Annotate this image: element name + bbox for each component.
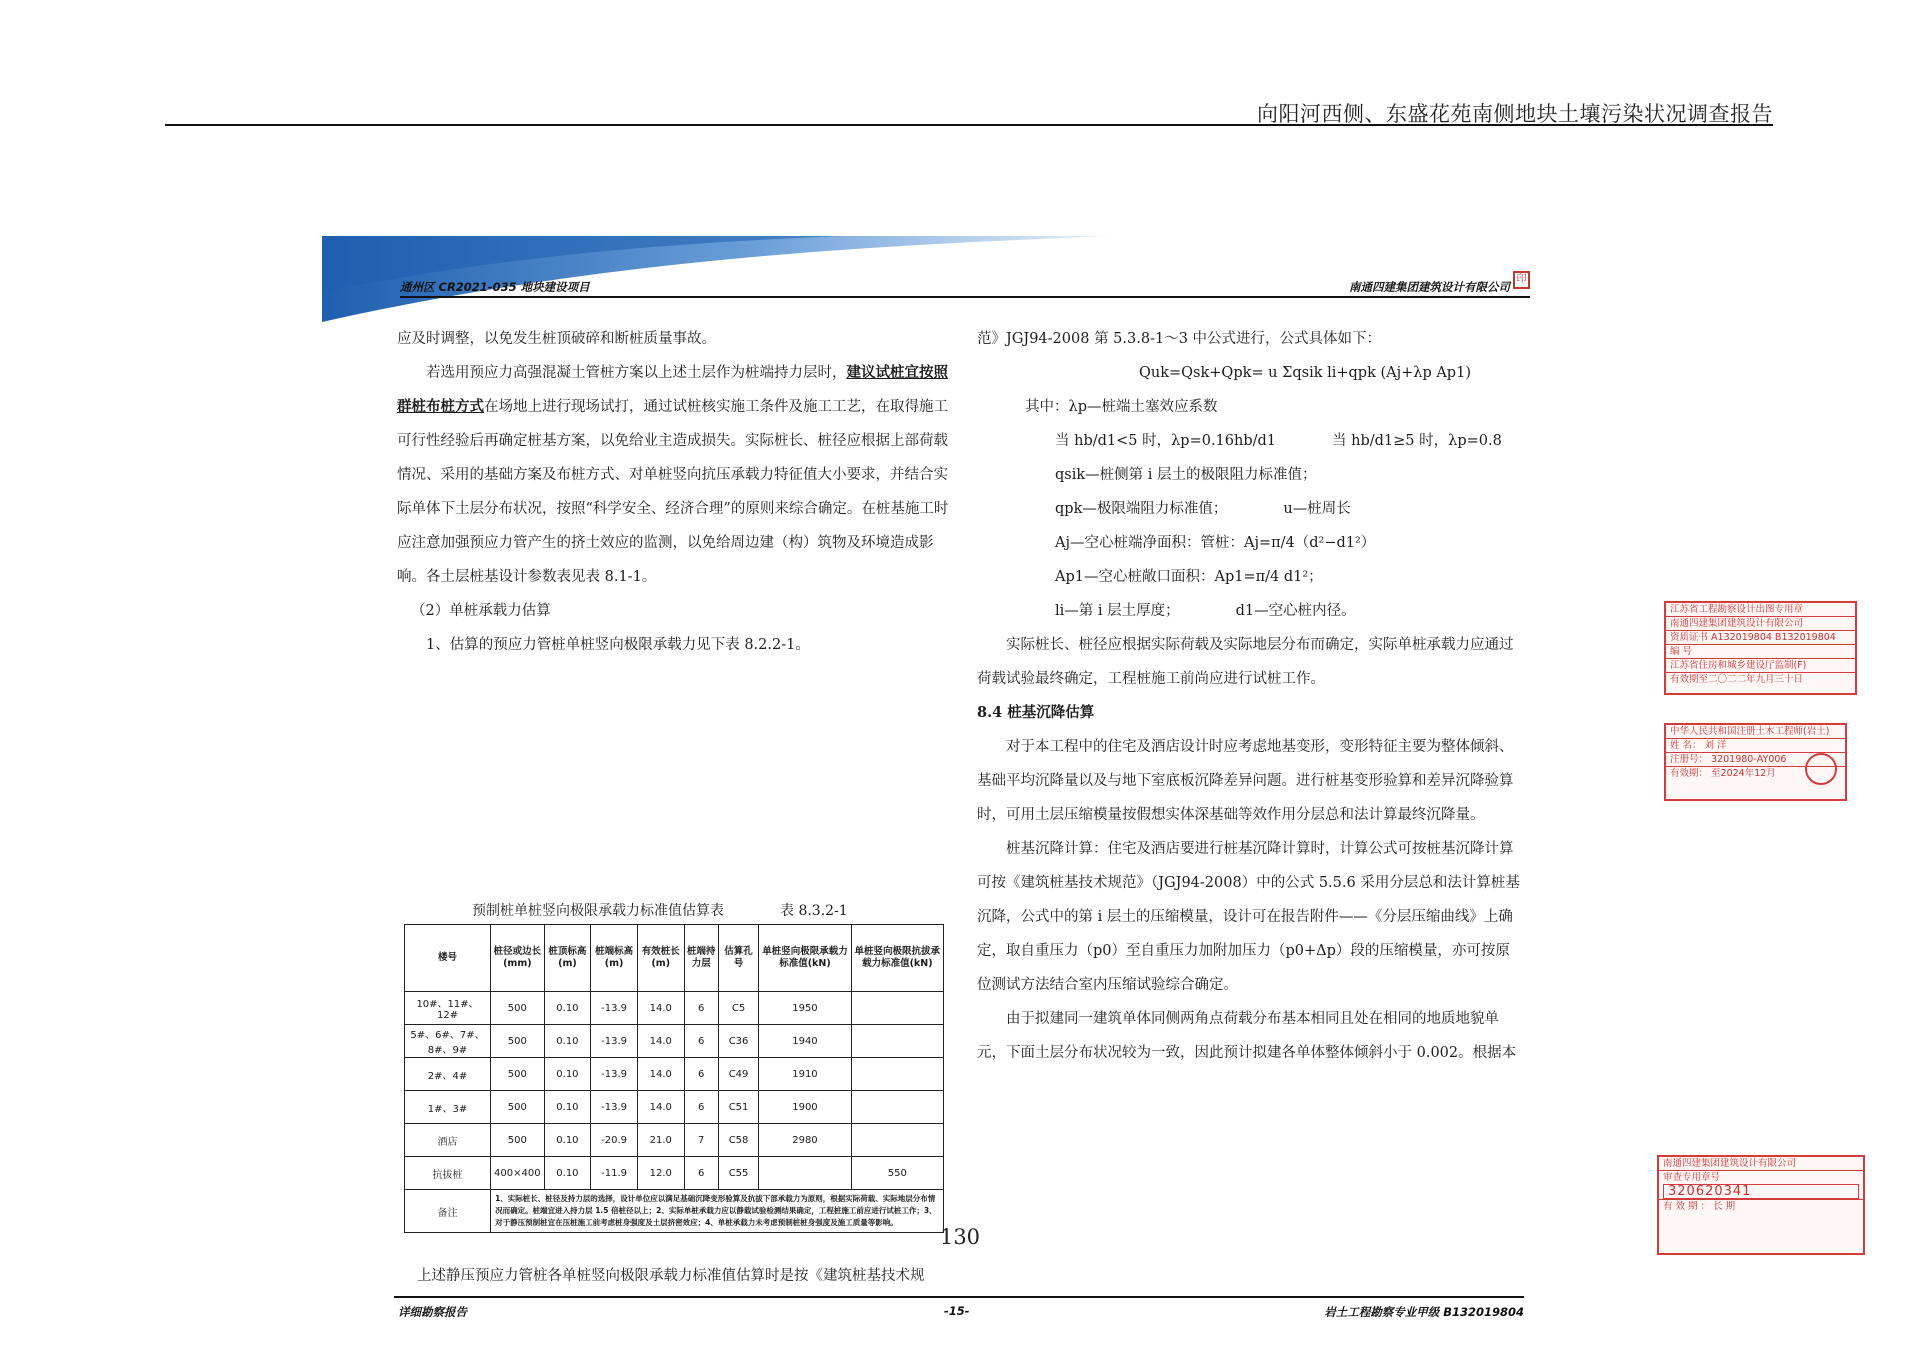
- formula-term: qpk—极限端阻力标准值；: [1055, 501, 1228, 517]
- table-cell: 500: [491, 1025, 544, 1058]
- table-header-cell: 单桩竖向极限抗拔承载力标准值(kN): [851, 925, 943, 992]
- paragraph: 对于本工程中的住宅及酒店设计时应考虑地基变形，变形特征主要为整体倾斜、基础平均沉降量以及与地下室底板沉降差异问题。进行桩基变形验算和差异沉降验算时，可用土层压缩模量按假想实体深基础等效作用分层总和法计算最终沉降量。: [977, 739, 1514, 823]
- formula-condition: 当 hb/d1≥5 时，λp=0.8: [1332, 433, 1502, 449]
- formula-line: [977, 594, 1522, 628]
- design-approval-stamp: [1664, 601, 1857, 695]
- table-cell: 7: [684, 1124, 718, 1157]
- table-header-cell: 估算孔号: [718, 925, 758, 992]
- footer-report-type: 详细勘察报告: [398, 1305, 467, 1319]
- table-cell: -13.9: [591, 1025, 638, 1058]
- table-cell: C36: [718, 1025, 758, 1058]
- table-cell: 2980: [759, 1124, 851, 1157]
- section-heading: 8.4 桩基沉降估算: [977, 704, 1095, 721]
- footer-qualification: 岩土工程勘察专业甲级 B132019804: [1324, 1305, 1524, 1319]
- stamp-line: 江苏省工程勘察设计出图专用章: [1670, 604, 1804, 615]
- table-cell: 6: [684, 1091, 718, 1124]
- table-cell: 0.10: [544, 1025, 591, 1058]
- formula-line: Ap1—空心桩敞口面积：Ap1=π/4 d1²；: [1055, 569, 1323, 585]
- table-row: [405, 992, 944, 1025]
- formula-term: li—第 i 层土厚度；: [1055, 603, 1180, 619]
- header-rule: [400, 296, 1530, 298]
- stamp-line: 有效期： 至2024年12月: [1666, 766, 1845, 780]
- stamp-line: 南通四建集团建筑设计有限公司: [1666, 616, 1855, 630]
- table-cell: 酒店: [405, 1124, 491, 1157]
- table-cell: 1910: [759, 1058, 851, 1091]
- table-cell: 500: [491, 1124, 544, 1157]
- table-cell: 14.0: [637, 1025, 684, 1058]
- text-run-underlined: 建议试桩宜按照群桩布桩方式: [397, 364, 948, 415]
- table-row: [405, 1058, 944, 1091]
- company-seal-icon: 印: [1513, 271, 1530, 289]
- table-cell: [759, 1157, 851, 1190]
- paragraph: [397, 356, 957, 594]
- table-cell: 0.10: [544, 1124, 591, 1157]
- table-cell: 400×400: [491, 1157, 544, 1190]
- table-cell: 0.10: [544, 1091, 591, 1124]
- table-caption: [472, 900, 848, 920]
- table-cell: 10#、11#、12#: [405, 992, 491, 1025]
- table-cell: 14.0: [637, 992, 684, 1025]
- table-header-cell: 单桩竖向极限承载力标准值(kN): [759, 925, 851, 992]
- table-cell: 6: [684, 1157, 718, 1190]
- text-run: 若选用预应力高强混凝土管桩方案以上述土层作为桩端持力层时，: [426, 365, 847, 381]
- subheading: （2）单桩承载力估算: [411, 603, 551, 619]
- table-cell: -13.9: [591, 1058, 638, 1091]
- formula-term: u—桩周长: [1283, 501, 1351, 517]
- footer-page-number: -15-: [944, 1304, 970, 1318]
- table-cell: C5: [718, 992, 758, 1025]
- table-cell: 0.10: [544, 992, 591, 1025]
- formula-term: d1—空心桩内径。: [1235, 603, 1356, 619]
- pile-capacity-table: [404, 924, 944, 1233]
- table-cell: 500: [491, 1091, 544, 1124]
- table-row: [405, 1091, 944, 1124]
- stamp-line: 姓 名： 刘 洋: [1666, 738, 1845, 752]
- paragraph: 桩基沉降计算：住宅及酒店要进行桩基沉降计算时，计算公式可按桩基沉降计算可按《建筑桩基技术规范》（JGJ94-2008）中的公式 5.5.6 采用分层总和法计算桩基沉降，公式中的第 i 层土的压缩模量，设计可在报告附件——《分层压缩曲线》上确定，取自重压力（p0）至自重压力加附加压力（p0+Δp）段的压缩模量，亦可按原位测试方法结合室内压缩试验综合确定。: [977, 841, 1520, 993]
- table-cell: [851, 1091, 943, 1124]
- formula-line: [977, 424, 1522, 458]
- table-cell: 1900: [759, 1091, 851, 1124]
- table-cell: C49: [718, 1058, 758, 1091]
- table-cell: 0.10: [544, 1058, 591, 1091]
- text-run: 在场地上进行现场试打，通过试桩核实施工条件及施工工艺，在取得施工可行性经验后再确定桩基方案，以免给业主造成损失。实际桩长、桩径应根据上部荷载情况、采用的基础方案及布桩方式、对单桩竖向抗压承载力特征值大小要求，并结合实际单体下土层分布状况，按照“科学安全、经济合理”的原则来综合确定。在桩基施工时应注意加强预应力管产生的挤土效应的监测，以免给周边建（构）筑物及环境造成影响。各土层桩基设计参数表见表 8.1-1。: [397, 399, 949, 585]
- formula-condition: 当 hb/d1<5 时，λp=0.16hb/d1: [1055, 433, 1277, 449]
- table-cell: 6: [684, 992, 718, 1025]
- table-row: [405, 1124, 944, 1157]
- round-seal-icon: [1805, 753, 1837, 785]
- table-cell: 550: [851, 1157, 943, 1190]
- table-cell: 14.0: [637, 1091, 684, 1124]
- stamp-code: 320620341: [1663, 1184, 1859, 1199]
- stamp-line: 编 号: [1666, 644, 1855, 658]
- report-title: 向阳河西侧、东盛花苑南侧地块土壤污染状况调查报告: [1257, 102, 1773, 126]
- paragraph: 由于拟建同一建筑单体同侧两角点荷载分布基本相同且处在相同的地质地貌单元，下面土层分布状况较为一致，因此预计拟建各单体整体倾斜小于 0.002。根据本: [977, 1011, 1517, 1061]
- table-cell: 1#、3#: [405, 1091, 491, 1124]
- table-cell: 500: [491, 992, 544, 1025]
- table-cell: 14.0: [637, 1058, 684, 1091]
- table-note-label: 备注: [405, 1190, 491, 1233]
- table-row: [405, 1157, 944, 1190]
- formula-line: [977, 492, 1522, 526]
- table-cell: [851, 1025, 943, 1058]
- table-cell: -20.9: [591, 1124, 638, 1157]
- formula-where: 其中：λp—桩端土塞效应系数: [1025, 399, 1218, 415]
- table-cell: 抗拔桩: [405, 1157, 491, 1190]
- table-cell: 12.0: [637, 1157, 684, 1190]
- table-header-cell: 桩顶标高(m): [544, 925, 591, 992]
- paragraph: 范》JGJ94-2008 第 5.3.8-1～3 中公式进行，公式具体如下：: [977, 331, 1382, 347]
- table-cell: C55: [718, 1157, 758, 1190]
- table-header-row: [405, 925, 944, 992]
- table-cell: 21.0: [637, 1124, 684, 1157]
- right-column: [977, 322, 1522, 1070]
- company-name: 南通四建集团建筑设计有限公司: [1349, 280, 1510, 294]
- table-cell: 2#、4#: [405, 1058, 491, 1091]
- table-header-cell: 有效桩长(m): [637, 925, 684, 992]
- table-cell: [851, 1058, 943, 1091]
- table-cell: C51: [718, 1091, 758, 1124]
- table-cell: 1950: [759, 992, 851, 1025]
- table-cell: -11.9: [591, 1157, 638, 1190]
- table-cell: 0.10: [544, 1157, 591, 1190]
- table-cell: C58: [718, 1124, 758, 1157]
- table-cell: 5#、6#、7#、8#、9#: [405, 1025, 491, 1058]
- stamp-line: 有效期至二〇二二年九月三十日: [1666, 672, 1855, 686]
- table-row: [405, 1025, 944, 1058]
- page-number: 130: [939, 1225, 981, 1249]
- inner-footer: [394, 1296, 1524, 1320]
- stamp-line: 注册号： 3201980-AY006: [1666, 752, 1845, 766]
- table-cell: [851, 1124, 943, 1157]
- stamp-line: 资质证书 A132019804 B132019804: [1666, 630, 1855, 644]
- project-name: 通州区 CR2021-035 地块建设项目: [400, 280, 590, 294]
- left-column: [397, 322, 957, 662]
- stamp-line: 南通四建集团建筑设计有限公司: [1663, 1158, 1797, 1169]
- paragraph: 1、估算的预应力管桩单桩竖向极限承载力见下表 8.2.2-1。: [426, 637, 810, 653]
- paragraph: 实际桩长、桩径应根据实际荷载及实际地层分布而确定，实际单桩承载力应通过荷载试验最终确定，工程桩施工前尚应进行试桩工作。: [977, 637, 1514, 687]
- formula: Quk=Qsk+Qpk= u Σqsik li+qpk (Aj+λp Ap1): [1139, 365, 1471, 381]
- paragraph: 上述静压预应力管桩各单桩竖向极限承载力标准值估算时是按《建筑桩基技术规: [417, 1268, 925, 1284]
- stamp-line: 审查专用章号: [1659, 1170, 1863, 1184]
- table-note-text: 1、实际桩长、桩径及持力层的选择，设计单位应以满足基础沉降变形验算及抗拔下部承载力为原则，根据实际荷载、实际地层分布情况而确定。桩端宜进入持力层 1.5 倍桩径以上；2、实际单桩承载力应以静载试验检测结果确定，工程桩施工前应进行试桩工作；3、对于静压预制桩宜在压桩施工前考虑桩身强度及土层挤密效应；4、单桩承载力未考虑预制桩桩身强度及施工质量等影响。: [491, 1190, 944, 1233]
- table-cell: [851, 992, 943, 1025]
- table-cell: -13.9: [591, 1091, 638, 1124]
- formula-line: qsik—桩侧第 i 层土的极限阻力标准值；: [1055, 467, 1317, 483]
- table-cell: -13.9: [591, 992, 638, 1025]
- table-cell: 6: [684, 1058, 718, 1091]
- page-header: [165, 94, 1773, 126]
- formula-line: Aj—空心桩端净面积：管桩：Aj=π/4（d²−d1²）: [1055, 535, 1376, 551]
- table-header-cell: 桩径或边长(mm): [491, 925, 544, 992]
- stamp-line: 有 效 期 ： 长 期: [1659, 1199, 1863, 1213]
- stamp-line: 江苏省住房和城乡建设厅监制(F): [1666, 658, 1855, 672]
- table-header-cell: 桩端持力层: [684, 925, 718, 992]
- table-cell: 6: [684, 1025, 718, 1058]
- header-banner: [322, 232, 1532, 322]
- table-title: 预制桩单桩竖向极限承载力标准值估算表: [472, 903, 724, 919]
- stamp-line: 中华人民共和国注册土木工程师(岩土): [1670, 726, 1830, 737]
- table-header-cell: 桩端标高(m): [591, 925, 638, 992]
- table-header-cell: 楼号: [405, 925, 491, 992]
- table-number: 表 8.3.2-1: [780, 903, 848, 919]
- engineer-registration-stamp: [1664, 723, 1847, 801]
- table-cell: 1940: [759, 1025, 851, 1058]
- paragraph: 应及时调整，以免发生桩顶破碎和断桩质量事故。: [397, 331, 716, 347]
- table-cell: 500: [491, 1058, 544, 1091]
